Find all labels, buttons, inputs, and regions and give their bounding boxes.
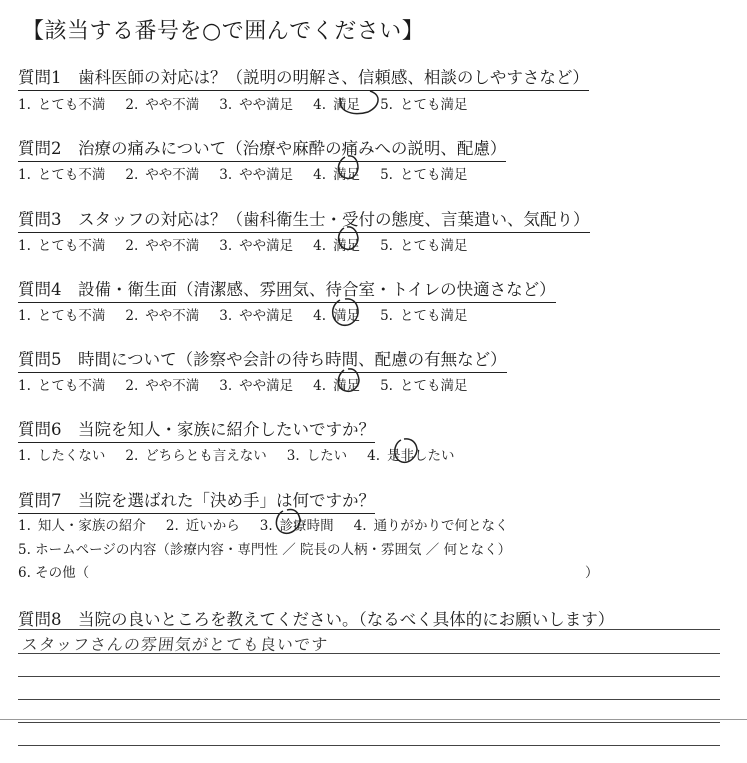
question-5-title: 質問5 時間について（診察や会計の待ち時間、配慮の有無など） [18,346,507,373]
q1-option-4[interactable]: 4. 満足 [313,97,361,113]
question-7-options-row-1 [18,514,529,534]
q5-option-4[interactable]: 4. 満足 [313,378,361,394]
q3-option-1[interactable]: 1. とても不満 [18,238,106,254]
q6-option-4[interactable]: 4. 是非したい [367,448,455,464]
q7-option-2[interactable]: 2. 近いから [165,518,240,534]
answer-line-1 [18,629,720,630]
q3-option-5[interactable]: 5. とても満足 [380,238,468,254]
page-fold-line [0,719,747,720]
question-7-title: 質問7 当院を選ばれた「決め手」は何ですか？ [18,487,375,514]
question-2-title: 質問2 治療の痛みについて（治療や麻酔の痛みへの説明、配慮） [18,135,506,162]
question-3-title: 質問3 スタッフの対応は？（歯科衛生士・受付の態度、言葉遣い、気配り） [18,206,590,233]
question-4-options [18,304,487,324]
q1-option-5[interactable]: 5. とても満足 [380,97,468,113]
answer-line-3 [18,676,720,677]
question-3-options [18,234,487,254]
q2-option-3[interactable]: 3. やや満足 [219,167,294,183]
question-1-title: 質問1 歯科医師の対応は？（説明の明解さ、信頼感、相談のしやすさなど） [18,64,589,91]
answer-line-4 [18,699,720,700]
q1-option-2[interactable]: 2. やや不満 [125,97,200,113]
handwritten-answer[interactable]: スタッフさんの雰囲気がとても良いです [20,635,329,654]
question-1-options [18,93,487,113]
q4-option-2[interactable]: 2. やや不満 [125,308,200,324]
q5-option-3[interactable]: 3. やや満足 [219,378,294,394]
q1-option-3[interactable]: 3. やや満足 [219,97,294,113]
q7-option-3[interactable]: 3. 診療時間 [259,518,334,534]
q6-option-1[interactable]: 1. したくない [18,448,106,464]
q6-option-3[interactable]: 3. したい [286,448,348,464]
question-8-title: 質問8 当院の良いところを教えてください。（なるべく具体的にお願いします） [18,610,615,629]
q7-option-5[interactable]: 5. ホームページの内容（診療内容・専門性 ／ 院長の人柄・雰囲気 ／ 何となく） [18,542,512,558]
q3-option-2[interactable]: 2. やや不満 [125,238,200,254]
q7-option-6-close: ） [585,565,599,581]
q7-option-6-label[interactable]: 6. その他（ [18,565,90,581]
q7-option-4[interactable]: 4. 通りがかりで何となく [353,518,509,534]
q2-option-4[interactable]: 4. 満足 [313,167,361,183]
question-6-options [18,444,475,464]
question-4-title: 質問4 設備・衛生面（清潔感、雰囲気、待合室・トイレの快適さなど） [18,276,556,303]
q4-option-1[interactable]: 1. とても不満 [18,308,106,324]
q4-option-3[interactable]: 3. やや満足 [219,308,294,324]
q2-option-1[interactable]: 1. とても不満 [18,167,106,183]
question-6-title: 質問6 当院を知人・家族に紹介したいですか？ [18,416,375,443]
q3-option-4[interactable]: 4. 満足 [313,238,361,254]
q5-option-1[interactable]: 1. とても不満 [18,378,106,394]
q4-option-4[interactable]: 4. 満足 [313,308,361,324]
q1-option-1[interactable]: 1. とても不満 [18,97,106,113]
q6-option-2[interactable]: 2. どちらとも言えない [125,448,267,464]
answer-line-5 [18,722,720,723]
q7-option-1[interactable]: 1. 知人・家族の紹介 [18,518,146,534]
q5-option-5[interactable]: 5. とても満足 [380,378,468,394]
q2-option-5[interactable]: 5. とても満足 [380,167,468,183]
q3-option-3[interactable]: 3. やや満足 [219,238,294,254]
page-header: 【該当する番号を○で囲んでください】 [22,19,425,44]
q4-option-5[interactable]: 5. とても満足 [380,308,468,324]
q5-option-2[interactable]: 2. やや不満 [125,378,200,394]
answer-line-6 [18,745,720,746]
question-2-options [18,163,487,183]
answer-line-2 [18,653,720,654]
q2-option-2[interactable]: 2. やや不満 [125,167,200,183]
question-5-options [18,374,487,394]
